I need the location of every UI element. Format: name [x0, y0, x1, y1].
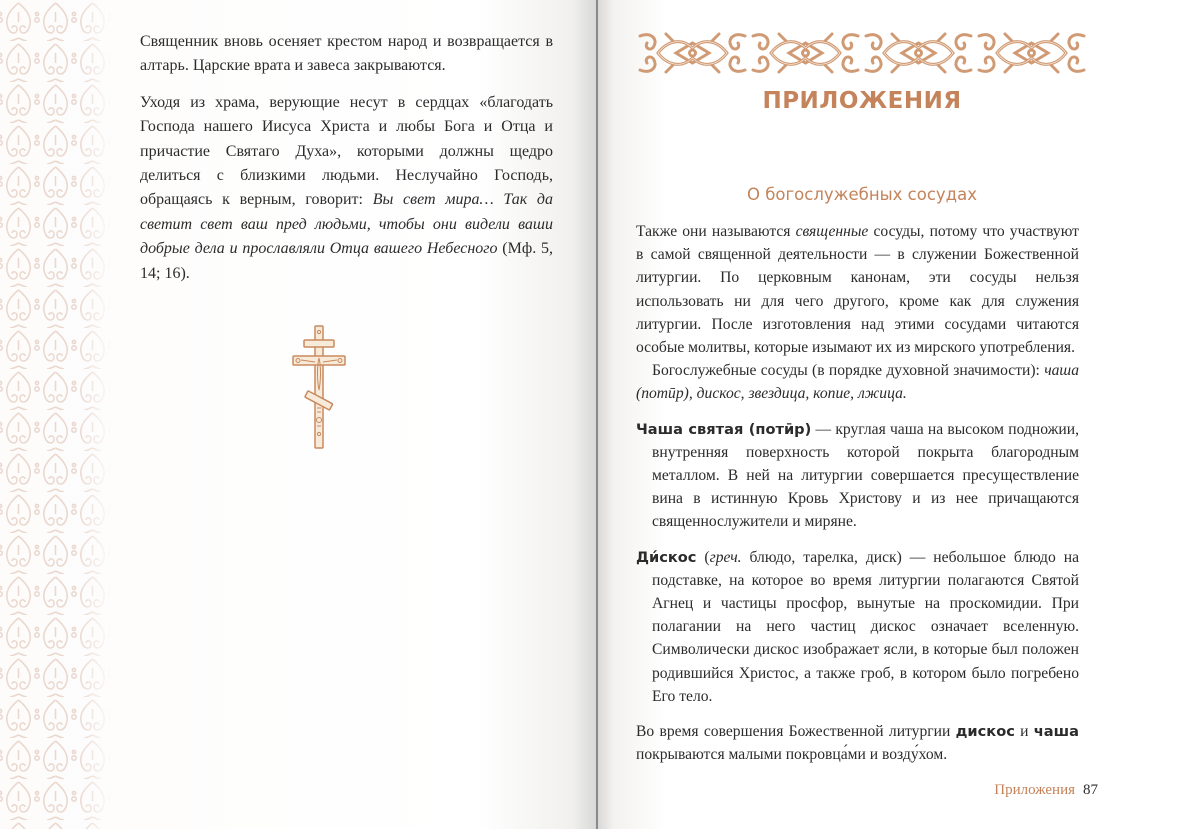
right-page-text [636, 220, 1079, 766]
term-chalice: Чаша святая (потӣр) [636, 420, 812, 438]
running-footer-section: Приложения [994, 782, 1075, 799]
left-page-column [140, 30, 553, 450]
term-diskos-inline: дискос [955, 723, 1015, 741]
paragraph-vessels-list [636, 359, 1079, 405]
left-page-text [140, 30, 553, 298]
definition-text: небольшое блюдо на подставке, на которое во время литургии полагаются Святой Агнец и частицы просфор, вынутые на проскомидии. При полагании на него частиц дискос означает вселенную. Символически дискос изображает ясли, в которые был положен родившийся Христос, а также гроб, в котором было погребено Его тело. [652, 548, 1079, 705]
text-segment: Священник вновь осеняет крестом народ и возвращается в алтарь. Царские врата и завеса закрываются. [140, 33, 553, 75]
term-diskos: Ди́скос [636, 548, 697, 566]
text-segment: и [1014, 723, 1034, 741]
text-segment: Богослужебные сосуды (в порядке духовной значимости): [652, 362, 1045, 380]
definition-diskos [636, 546, 1079, 708]
text-segment: Во время совершения Божественной литургии [636, 723, 956, 741]
ornamental-band-icon [636, 28, 1088, 78]
page-footer [636, 766, 1098, 800]
right-page-column [636, 28, 1098, 799]
dash: — [811, 420, 836, 438]
page-number: 87 [1083, 782, 1098, 799]
text-segment: сосуды, потому что участвуют в самой священной деятельности — в служении Божественной литургии. По церковным канонам, эти сосуды нельзя использовать ни для чего другого, кроме как для служения литургии. После изготовления над этими сосудами читаются особые молитвы, которые изымают их из мирского употребления. [636, 223, 1079, 357]
chapter-title: ПРИЛОЖЕНИЯ [762, 88, 962, 114]
vessels-list: чаша (потӣр), дискос, звездица, копие, лжица. [636, 362, 1079, 403]
book-spine [596, 0, 598, 829]
text-segment: ( [696, 548, 710, 566]
emphasis: священные [795, 223, 869, 240]
orthodox-cross-icon [291, 324, 347, 450]
scripture-reference: (Мф. 5, 14; 16). [140, 240, 554, 282]
text-segment: Также они называются [636, 223, 796, 240]
paragraph-leaving-church [140, 91, 553, 286]
text-segment: покрываются малыми покровца́ми и возду́хом. [636, 746, 948, 764]
text-segment: Уходя из храма, верующие несут в сердцах «благодать Господа нашего Иисуса Христа и любы Бога и Отца и причастие Святаго Духа», которыми должны щедро делиться с близкими людьми. Неслучайно Господь, обращаясь к верным, говорит: [140, 93, 553, 209]
term-chalice-inline: чаша [1033, 723, 1079, 741]
text-segment: блюдо, тарелка, диск) [741, 548, 902, 566]
paragraph-intro [636, 220, 1079, 359]
definition-chalice [636, 418, 1079, 534]
etymology-note: греч. [709, 548, 742, 566]
ornamental-pattern-icon [0, 0, 112, 829]
dash: — [901, 548, 934, 566]
section-title: О богослужебных сосудах [747, 185, 977, 204]
scripture-quote: Вы свет мира… Так да светит свет ваш пред людьми, чтобы они видели ваши добрые дела и прославляли Отца вашего Небесного [140, 191, 553, 258]
paragraph-closing [636, 720, 1079, 766]
paragraph-priest-blessing [140, 30, 553, 79]
definition-text: круглая чаша на высоком подножии, внутренняя поверхность которой покрыта благородным металлом. В ней на литургии совершается пресуществление вина в истинную Кровь Христову и из нее причащаются священнослужители и миряне. [652, 420, 1080, 531]
